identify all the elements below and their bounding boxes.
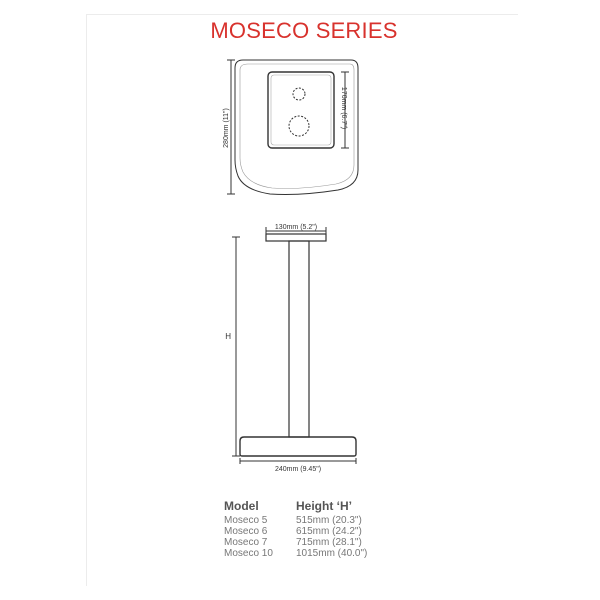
row-height: 615mm (24.2") [296, 526, 362, 537]
table-row [224, 537, 416, 548]
series-title: MOSECO SERIES [210, 18, 398, 43]
model-height-table [224, 499, 416, 559]
hole-large [289, 116, 309, 136]
table-row [224, 526, 416, 537]
table-header [224, 499, 416, 515]
panel-inner [271, 75, 331, 145]
panel-label: 170mm (6.7") [340, 86, 347, 130]
table-row [224, 515, 416, 526]
row-height: 1015mm (40.0") [296, 548, 368, 559]
side-top-plate [266, 234, 326, 241]
top-view [227, 60, 358, 195]
hole-small [293, 88, 305, 100]
header-model: Model [224, 499, 259, 513]
side-view [232, 227, 356, 464]
table-row [224, 548, 416, 559]
depth-label: 280mm (11") [223, 108, 230, 148]
panel-outline [268, 72, 334, 148]
row-model: Moseco 10 [224, 548, 273, 559]
row-model: Moseco 7 [224, 537, 268, 548]
top-plate-label: 130mm (5.2") [274, 224, 318, 231]
height-label: H [225, 332, 231, 341]
row-model: Moseco 5 [224, 515, 268, 526]
row-height: 515mm (20.3") [296, 515, 362, 526]
row-height: 715mm (28.1") [296, 537, 362, 548]
side-column [289, 241, 309, 437]
base-label: 240mm (9.45") [274, 466, 322, 473]
side-base [240, 437, 356, 456]
header-height: Height ‘H’ [296, 499, 352, 513]
top-plate-outline [235, 60, 358, 195]
row-model: Moseco 6 [224, 526, 268, 537]
top-plate-inner [240, 64, 354, 189]
